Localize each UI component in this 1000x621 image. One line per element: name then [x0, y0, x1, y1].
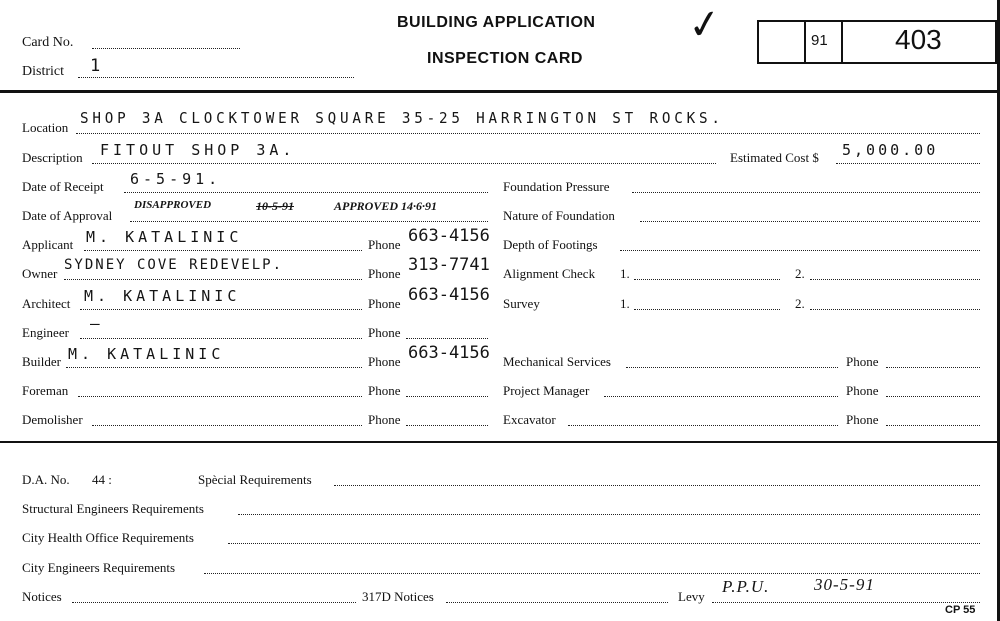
engineer-phone-label: Phone — [368, 325, 401, 340]
nature-foundation-label: Nature of Foundation — [503, 208, 615, 223]
checkmark-icon: ✓ — [684, 0, 725, 51]
alignment-dots-2 — [810, 279, 980, 280]
health-requirements-label: City Health Office Requirements — [22, 530, 194, 545]
architect-value: M. KATALINIC — [84, 287, 241, 305]
applicant-dots — [84, 250, 362, 251]
city-engineers-dots — [204, 573, 980, 574]
builder-dots — [66, 367, 362, 368]
district-label: District — [22, 64, 64, 79]
number-box-divider-1 — [804, 22, 806, 62]
date-approval-label: Date of Approval — [22, 208, 113, 223]
structural-requirements-label: Structural Engineers Requirements — [22, 501, 204, 516]
date-receipt-label: Date of Receipt — [22, 179, 104, 194]
builder-phone: 663-4156 — [408, 343, 490, 363]
project-manager-dots — [604, 396, 838, 397]
excavator-dots — [568, 425, 838, 426]
date-approval-dots — [130, 221, 488, 222]
architect-phone-label: Phone — [368, 296, 401, 311]
date-receipt-value: 6-5-91. — [130, 170, 222, 188]
engineer-value: — — [90, 314, 102, 333]
description-label: Description — [22, 150, 83, 165]
card-no-label: Card No. — [22, 35, 74, 50]
location-value: SHOP 3A CLOCKTOWER SQUARE 35-25 HARRINGTON ST ROCKS. — [80, 109, 724, 127]
applicant-label: Applicant — [22, 237, 74, 252]
depth-footings-dots — [620, 250, 980, 251]
mechanical-services-label: Mechanical Services — [503, 354, 611, 369]
engineer-label: Engineer — [22, 325, 69, 340]
project-manager-phone-label: Phone — [846, 383, 879, 398]
special-requirements-label: Spècial Requirements — [198, 472, 312, 487]
owner-phone-label: Phone — [368, 266, 401, 281]
city-engineers-label: City Engineers Requirements — [22, 560, 176, 575]
project-manager-label: Project Manager — [503, 383, 590, 398]
survey-num-2: 2. — [795, 296, 805, 311]
levy-value-2: 30-5-91 — [814, 575, 875, 594]
mechanical-phone-label: Phone — [846, 354, 879, 369]
alignment-check-label: Alignment Check — [503, 266, 596, 281]
special-requirements-dots — [334, 485, 980, 486]
applicant-phone: 663-4156 — [408, 226, 490, 246]
location-dots — [76, 133, 980, 134]
foreman-label: Foreman — [22, 383, 69, 398]
owner-value: SYDNEY COVE REDEVELP. — [64, 257, 284, 273]
levy-dots — [712, 602, 980, 603]
builder-phone-label: Phone — [368, 354, 401, 369]
foreman-phone-dots — [406, 396, 488, 397]
district-dots — [78, 77, 354, 78]
foreman-phone-label: Phone — [368, 383, 401, 398]
levy-value-1: P.P.U. — [722, 577, 770, 596]
location-label: Location — [22, 120, 69, 135]
mechanical-phone-dots — [886, 367, 980, 368]
architect-dots — [80, 309, 362, 310]
date-receipt-dots — [124, 192, 488, 193]
title-line-1: BUILDING APPLICATION — [397, 14, 596, 31]
owner-phone: 313-7741 — [408, 255, 490, 275]
alignment-num-2: 2. — [795, 266, 805, 281]
excavator-label: Excavator — [503, 412, 556, 427]
excavator-phone-dots — [886, 425, 980, 426]
engineer-phone-dots — [406, 338, 488, 339]
title-line-2: INSPECTION CARD — [427, 50, 583, 67]
date-approval-struck: 10-5-91 — [256, 199, 294, 213]
demolisher-dots — [92, 425, 362, 426]
demolisher-label: Demolisher — [22, 412, 83, 427]
card-number: 403 — [895, 24, 942, 55]
mechanical-services-dots — [626, 367, 838, 368]
form-code: CP 55 — [945, 604, 976, 616]
foundation-pressure-label: Foundation Pressure — [503, 179, 610, 194]
project-manager-phone-dots — [886, 396, 980, 397]
survey-dots-1 — [634, 309, 780, 310]
notices-317d-label: 317D Notices — [362, 589, 434, 604]
owner-dots — [64, 279, 362, 280]
foreman-dots — [78, 396, 362, 397]
description-dots — [92, 163, 716, 164]
survey-num-1: 1. — [620, 296, 630, 311]
alignment-dots-1 — [634, 279, 780, 280]
da-no-value: 44 : — [92, 472, 112, 487]
owner-label: Owner — [22, 266, 58, 281]
description-value: FITOUT SHOP 3A. — [100, 141, 296, 159]
estimated-cost-dots — [836, 163, 980, 164]
engineer-dots — [80, 338, 362, 339]
architect-phone: 663-4156 — [408, 285, 490, 305]
levy-label: Levy — [678, 589, 705, 604]
alignment-num-1: 1. — [620, 266, 630, 281]
survey-dots-2 — [810, 309, 980, 310]
builder-value: M. KATALINIC — [68, 345, 225, 363]
header-separator — [0, 90, 1000, 93]
depth-footings-label: Depth of Footings — [503, 237, 598, 252]
excavator-phone-label: Phone — [846, 412, 879, 427]
card-number-box — [757, 20, 997, 64]
survey-label: Survey — [503, 296, 540, 311]
builder-label: Builder — [22, 354, 61, 369]
estimated-cost-label: Estimated Cost $ — [730, 150, 819, 165]
da-no-label: D.A. No. — [22, 472, 70, 487]
applicant-phone-label: Phone — [368, 237, 401, 252]
number-box-divider-2 — [841, 22, 843, 62]
demolisher-phone-dots — [406, 425, 488, 426]
card-no-dots — [92, 48, 240, 49]
notices-317d-dots — [446, 602, 668, 603]
demolisher-phone-label: Phone — [368, 412, 401, 427]
foundation-pressure-dots — [632, 192, 980, 193]
middle-separator — [0, 441, 1000, 443]
health-requirements-dots — [228, 543, 980, 544]
date-approval-disapproved: DISAPPROVED — [134, 199, 212, 211]
nature-foundation-dots — [640, 221, 980, 222]
architect-label: Architect — [22, 296, 71, 311]
district-value: 1 — [90, 56, 103, 76]
card-year: 91 — [811, 32, 828, 49]
notices-dots — [72, 602, 356, 603]
date-approval-approved: APPROVED 14·6·91 — [334, 199, 438, 213]
applicant-value: M. KATALINIC — [86, 228, 243, 246]
notices-label: Notices — [22, 589, 62, 604]
estimated-cost-value: 5,000.00 — [842, 141, 939, 159]
structural-requirements-dots — [238, 514, 980, 515]
